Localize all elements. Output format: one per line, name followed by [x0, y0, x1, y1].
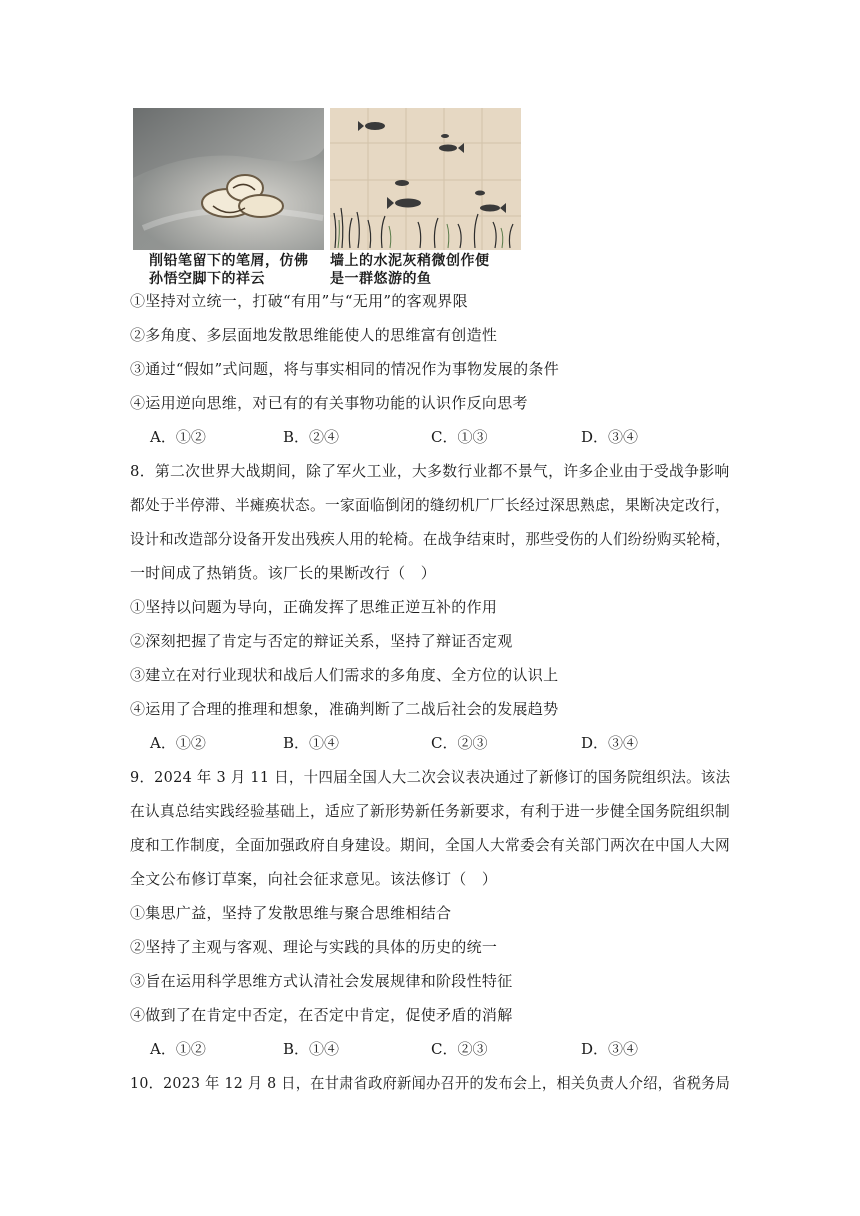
q8-statement-2: ②深刻把握了肯定与否定的辩证关系，坚持了辩证否定观 — [130, 632, 513, 650]
option-c[interactable]: C．②③ — [431, 734, 488, 752]
q9-stem-line-2: 在认真总结实践经验基础上，适应了新形势新任务新要求，有利于进一步健全国务院组织制 — [130, 802, 731, 820]
option-b[interactable]: B．①④ — [283, 1040, 340, 1058]
q9-statement-1: ①集思广益，坚持了发散思维与聚合思维相结合 — [130, 904, 452, 922]
option-b[interactable]: B．①④ — [283, 734, 340, 752]
figure-caption — [330, 252, 521, 288]
option-a[interactable]: A．①② — [150, 1040, 206, 1058]
caption-line: 墙上的水泥灰稍微创作便 — [330, 253, 490, 269]
option-c[interactable]: C．①③ — [431, 428, 488, 446]
option-b[interactable]: B．②④ — [283, 428, 340, 446]
q8-stem-line-1: 8．第二次世界大战期间，除了军火工业，大多数行业都不景气，许多企业由于受战争影响 — [130, 462, 730, 480]
option-d[interactable]: D．③④ — [581, 428, 639, 446]
option-d[interactable]: D．③④ — [581, 734, 639, 752]
q8-stem-line-3: 设计和改造部分设备开发出残疾人用的轮椅。在战争结束时，那些受伤的人们纷纷购买轮椅， — [130, 530, 731, 548]
pencil-shavings-photo — [133, 108, 324, 250]
cement-fish-photo — [330, 108, 521, 250]
q10-stem-line-1: 10．2023 年 12 月 8 日，在甘肃省政府新闻办召开的发布会上，相关负责人介绍，省税务局 — [130, 1074, 731, 1092]
q9-stem-line-4: 全文公布修订草案，向社会征求意见。该法修订（ ） — [130, 870, 498, 888]
option-c[interactable]: C．②③ — [431, 1040, 488, 1058]
figure-pencil-shavings — [133, 108, 324, 288]
q8-statement-3: ③建立在对行业现状和战后人们需求的多角度、全方位的认识上 — [130, 666, 559, 684]
caption-line: 削铅笔留下的笔屑，仿佛 — [149, 253, 309, 269]
q7-statement-1: ①坚持对立统一，打破“有用”与“无用”的客观界限 — [130, 292, 468, 310]
caption-line: 是一群悠游的鱼 — [330, 271, 432, 287]
q7-statement-2: ②多角度、多层面地发散思维能使人的思维富有创造性 — [130, 326, 498, 344]
option-a[interactable]: A．①② — [150, 734, 206, 752]
option-d[interactable]: D．③④ — [581, 1040, 639, 1058]
q9-stem-line-3: 度和工作制度，全面加强政府自身建设。期间，全国人大常委会有关部门两次在中国人大网 — [130, 836, 731, 854]
figure-cement-fish — [330, 108, 521, 288]
q8-stem-line-4: 一时间成了热销货。该厂长的果断改行（ ） — [130, 564, 437, 582]
caption-line: 孙悟空脚下的祥云 — [149, 271, 265, 287]
q7-statement-3: ③通过“假如”式问题，将与事实相同的情况作为事物发展的条件 — [130, 360, 560, 378]
q9-statement-4: ④做到了在肯定中否定，在否定中肯定，促使矛盾的消解 — [130, 1006, 513, 1024]
figure-caption — [133, 252, 324, 288]
q9-statement-3: ③旨在运用科学思维方式认清社会发展规律和阶段性特征 — [130, 972, 513, 990]
option-a[interactable]: A．①② — [150, 428, 206, 446]
q8-statement-4: ④运用了合理的推理和想象，准确判断了二战后社会的发展趋势 — [130, 700, 559, 718]
q8-stem-line-2: 都处于半停滞、半瘫痪状态。一家面临倒闭的缝纫机厂厂长经过深思熟虑，果断决定改行， — [130, 496, 731, 514]
q9-statement-2: ②坚持了主观与客观、理论与实践的具体的历史的统一 — [130, 938, 498, 956]
q7-statement-4: ④运用逆向思维，对已有的有关事物功能的认识作反向思考 — [130, 394, 528, 412]
figure-row — [133, 108, 523, 288]
q8-statement-1: ①坚持以问题为导向，正确发挥了思维正逆互补的作用 — [130, 598, 498, 616]
q9-stem-line-1: 9．2024 年 3 月 11 日，十四届全国人大二次会议表决通过了新修订的国务院组织法。该法 — [130, 768, 731, 786]
